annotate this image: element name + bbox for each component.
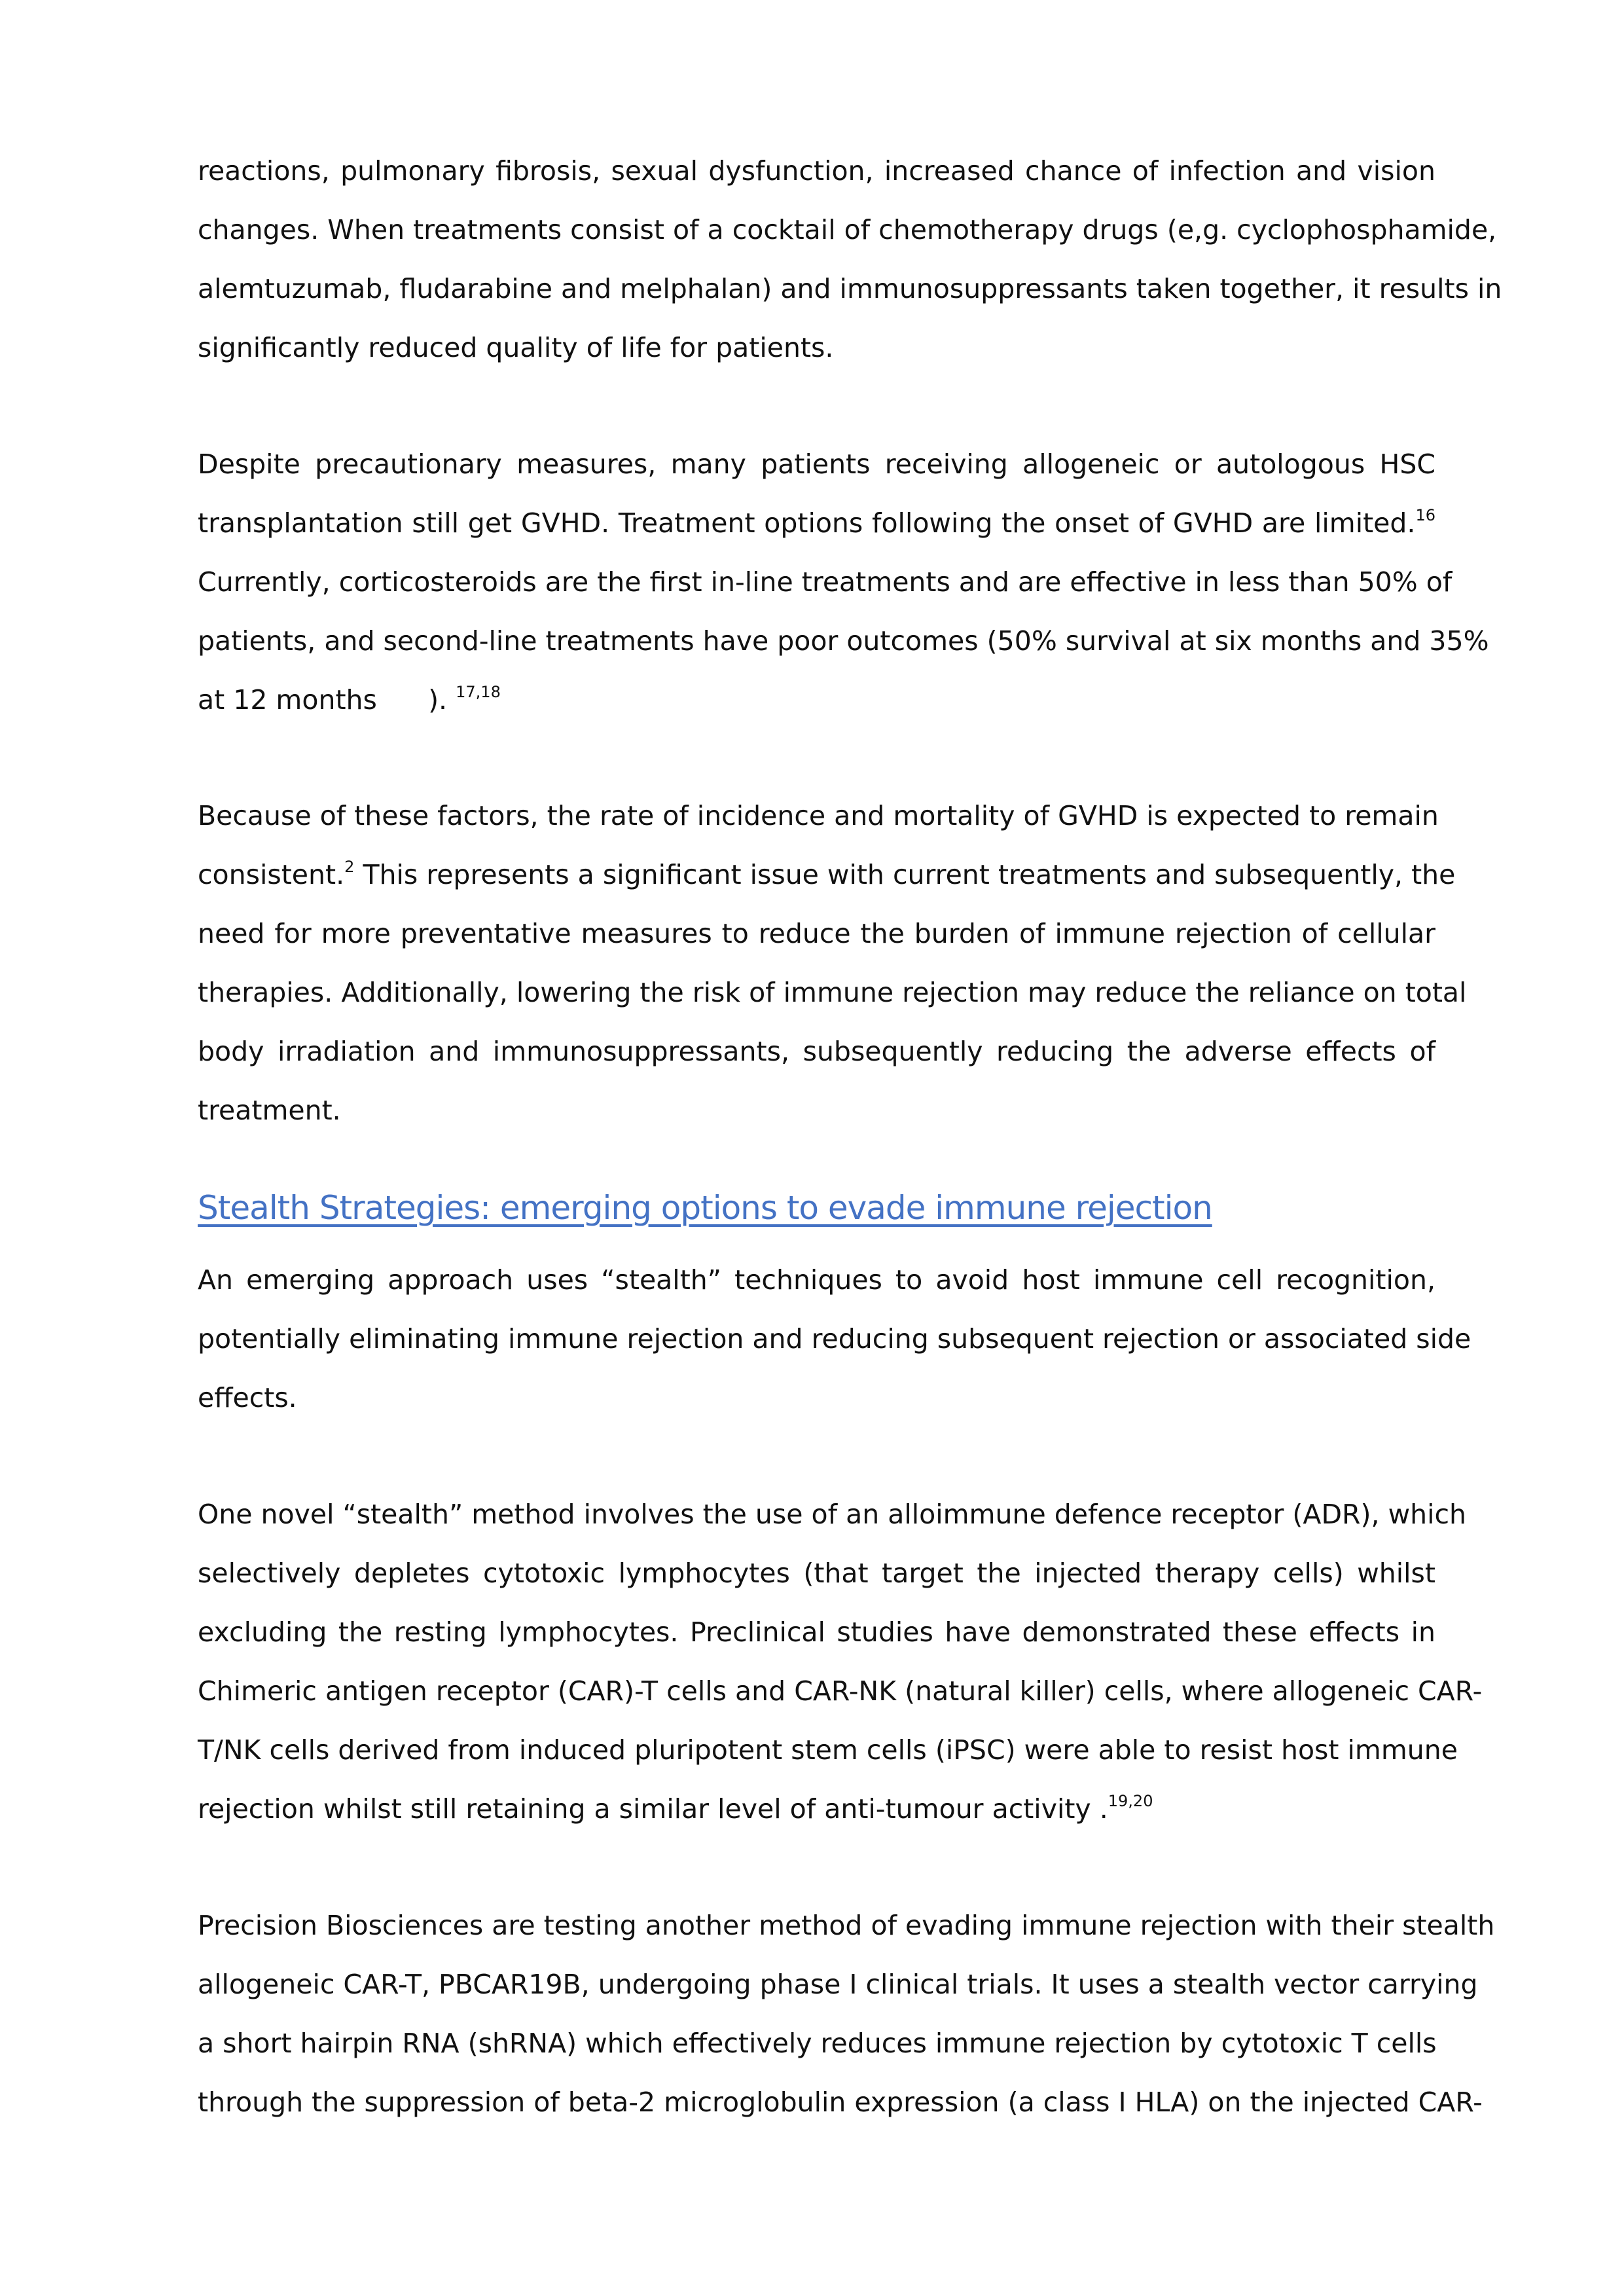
text-line [198,1662,1483,1721]
line-text: Despite precautionary measures, many patients receiving allogeneic or autologous HSC [198,448,1435,480]
citation-superscript: 16 [1415,506,1435,524]
line-text: changes. When treatments consist of a cocktail of chemotherapy drugs (e,g. cyclophosphamide, [198,214,1497,246]
line-text: rejection whilst still retaining a similar level of anti-tumour activity . [198,1793,1108,1825]
text-line [198,553,1453,611]
text-line [198,904,1435,963]
text-line [198,845,1456,904]
line-text: effects. [198,1382,297,1413]
text-line [198,1081,1435,1140]
citation-superscript: 17,18 [456,683,501,701]
line-text: Currently, corticosteroids are the first in-line treatments and are effective in less than 50% of [198,566,1453,598]
text-line [198,1896,1495,1955]
text-line [198,1955,1478,2014]
section-heading-link[interactable]: Stealth Strategies: emerging options to evade immune rejection [198,1189,1212,1227]
line-text: through the suppression of beta-2 microglobulin expression (a class I HLA) on the injected CAR- [198,2086,1483,2118]
line-text: Because of these factors, the rate of incidence and mortality of GVHD is expected to remain [198,800,1439,831]
line-text: alemtuzumab, fludarabine and melphalan) and immunosuppressants taken together, it results in [198,273,1502,304]
paragraph-stealth-intro [198,1250,1471,1427]
text-line [198,1779,1435,1838]
text-line [198,141,1435,200]
text-line [198,494,1435,553]
text-line [198,2073,1483,2132]
line-text: allogeneic CAR-T, PBCAR19B, undergoing phase I clinical trials. It uses a stealth vector carrying [198,1969,1478,2000]
line-text: a short hairpin RNA (shRNA) which effectively reduces immune rejection by cytotoxic T cells [198,2028,1437,2059]
text-line [198,1721,1458,1779]
text-line [198,435,1435,494]
text-line [198,1603,1435,1662]
text-line [198,318,1435,377]
text-line [198,1022,1435,1081]
line-text: This represents a significant issue with current treatments and subsequently, the [354,859,1456,890]
line-text: at 12 months ). [198,684,456,716]
text-line [198,1250,1435,1309]
paragraph-adr-method [198,1485,1483,1838]
line-text: selectively depletes cytotoxic lymphocytes (that target the injected therapy cells) whilst [198,1558,1435,1589]
text-line [198,1309,1471,1368]
text-line [198,786,1439,845]
text-line [198,963,1467,1022]
line-text: transplantation still get GVHD. Treatment options following the onset of GVHD are limited. [198,507,1416,539]
text-line [198,259,1502,318]
line-text: excluding the resting lymphocytes. Preclinical studies have demonstrated these effects in [198,1616,1435,1648]
citation-superscript: 2 [344,858,355,876]
text-line [198,611,1489,670]
line-text: An emerging approach uses “stealth” techniques to avoid host immune cell recognition, [198,1264,1435,1296]
line-text: T/NK cells derived from induced pluripotent stem cells (iPSC) were able to resist host immune [198,1734,1458,1766]
line-text: potentially eliminating immune rejection and reducing subsequent rejection or associated side [198,1323,1471,1355]
text-line [198,1368,1435,1427]
citation-superscript: 19,20 [1108,1792,1153,1810]
line-text: consistent. [198,859,345,890]
line-text: reactions, pulmonary fibrosis, sexual dysfunction, increased chance of infection and vision [198,155,1435,187]
line-text: therapies. Additionally, lowering the risk of immune rejection may reduce the reliance on total [198,977,1467,1008]
text-line [198,1485,1467,1544]
line-text: One novel “stealth” method involves the use of an alloimmune defence receptor (ADR), which [198,1499,1467,1530]
line-text: need for more preventative measures to reduce the burden of immune rejection of cellular [198,918,1435,949]
paragraph-incidence [198,786,1467,1140]
text-line [198,2014,1435,2073]
line-text: patients, and second-line treatments have poor outcomes (50% survival at six months and 35% [198,625,1489,657]
line-text: significantly reduced quality of life for patients. [198,332,834,363]
line-text: Chimeric antigen receptor (CAR)-T cells and CAR-NK (natural killer) cells, where allogeneic CAR- [198,1675,1483,1707]
paragraph-gvhd-treatment [198,435,1489,729]
line-text: Precision Biosciences are testing another method of evading immune rejection with their stealth [198,1910,1495,1941]
text-line [198,1544,1435,1603]
text-line [198,200,1497,259]
text-line [198,670,1435,729]
line-text: treatment. [198,1095,341,1126]
line-text: body irradiation and immunosuppressants, subsequently reducing the adverse effects of [198,1036,1435,1067]
paragraph-precision-biosciences [198,1896,1495,2132]
paragraph-side-effects [198,141,1502,377]
